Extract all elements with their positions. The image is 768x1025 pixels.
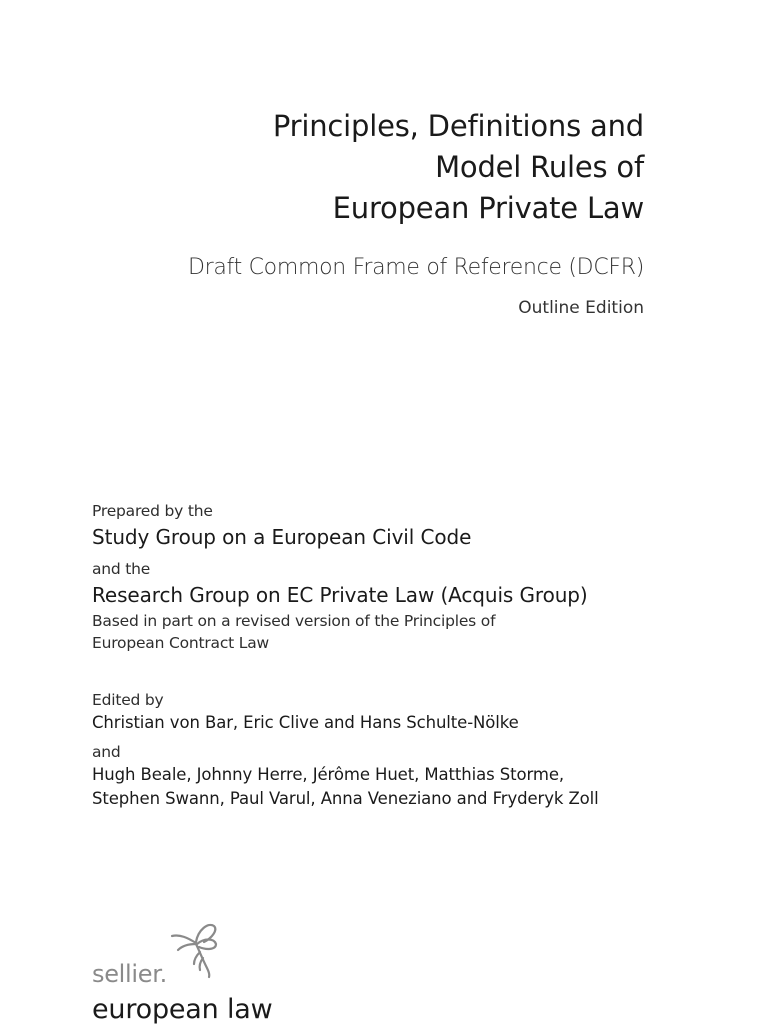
editors-names: Christian von Bar, Eric Clive and Hans Schulte-Nölke bbox=[92, 713, 519, 732]
based-on-line-1: Based in part on a revised version of the Principles of bbox=[92, 612, 496, 630]
sellier-bug-logo-icon bbox=[166, 920, 222, 984]
title-line-3: European Private Law bbox=[332, 191, 644, 225]
edition-label: Outline Edition bbox=[518, 298, 644, 318]
title-line-2: Model Rules of bbox=[435, 150, 644, 184]
and-the-label: and the bbox=[92, 560, 151, 578]
coeditors-line-2: Stephen Swann, Paul Varul, Anna Veneziano and Fryderyk Zoll bbox=[92, 789, 599, 808]
prepared-by-label: Prepared by the bbox=[92, 502, 213, 520]
book-title bbox=[273, 106, 644, 229]
edited-by-label: Edited by bbox=[92, 691, 164, 709]
based-on-line-2: European Contract Law bbox=[92, 634, 269, 652]
and-label: and bbox=[92, 743, 121, 761]
title-line-1: Principles, Definitions and bbox=[272, 109, 644, 143]
book-subtitle: Draft Common Frame of Reference (DCFR) bbox=[187, 255, 644, 280]
publisher-imprint: european law bbox=[92, 994, 273, 1025]
study-group-name: Study Group on a European Civil Code bbox=[92, 525, 472, 549]
publisher-logo bbox=[92, 920, 282, 1024]
credits-section bbox=[92, 500, 712, 811]
coeditors-line-1: Hugh Beale, Johnny Herre, Jérôme Huet, Matthias Storme, bbox=[92, 765, 565, 784]
research-group-name: Research Group on EC Private Law (Acquis Group) bbox=[92, 583, 588, 607]
publisher-name: sellier. bbox=[92, 960, 167, 988]
